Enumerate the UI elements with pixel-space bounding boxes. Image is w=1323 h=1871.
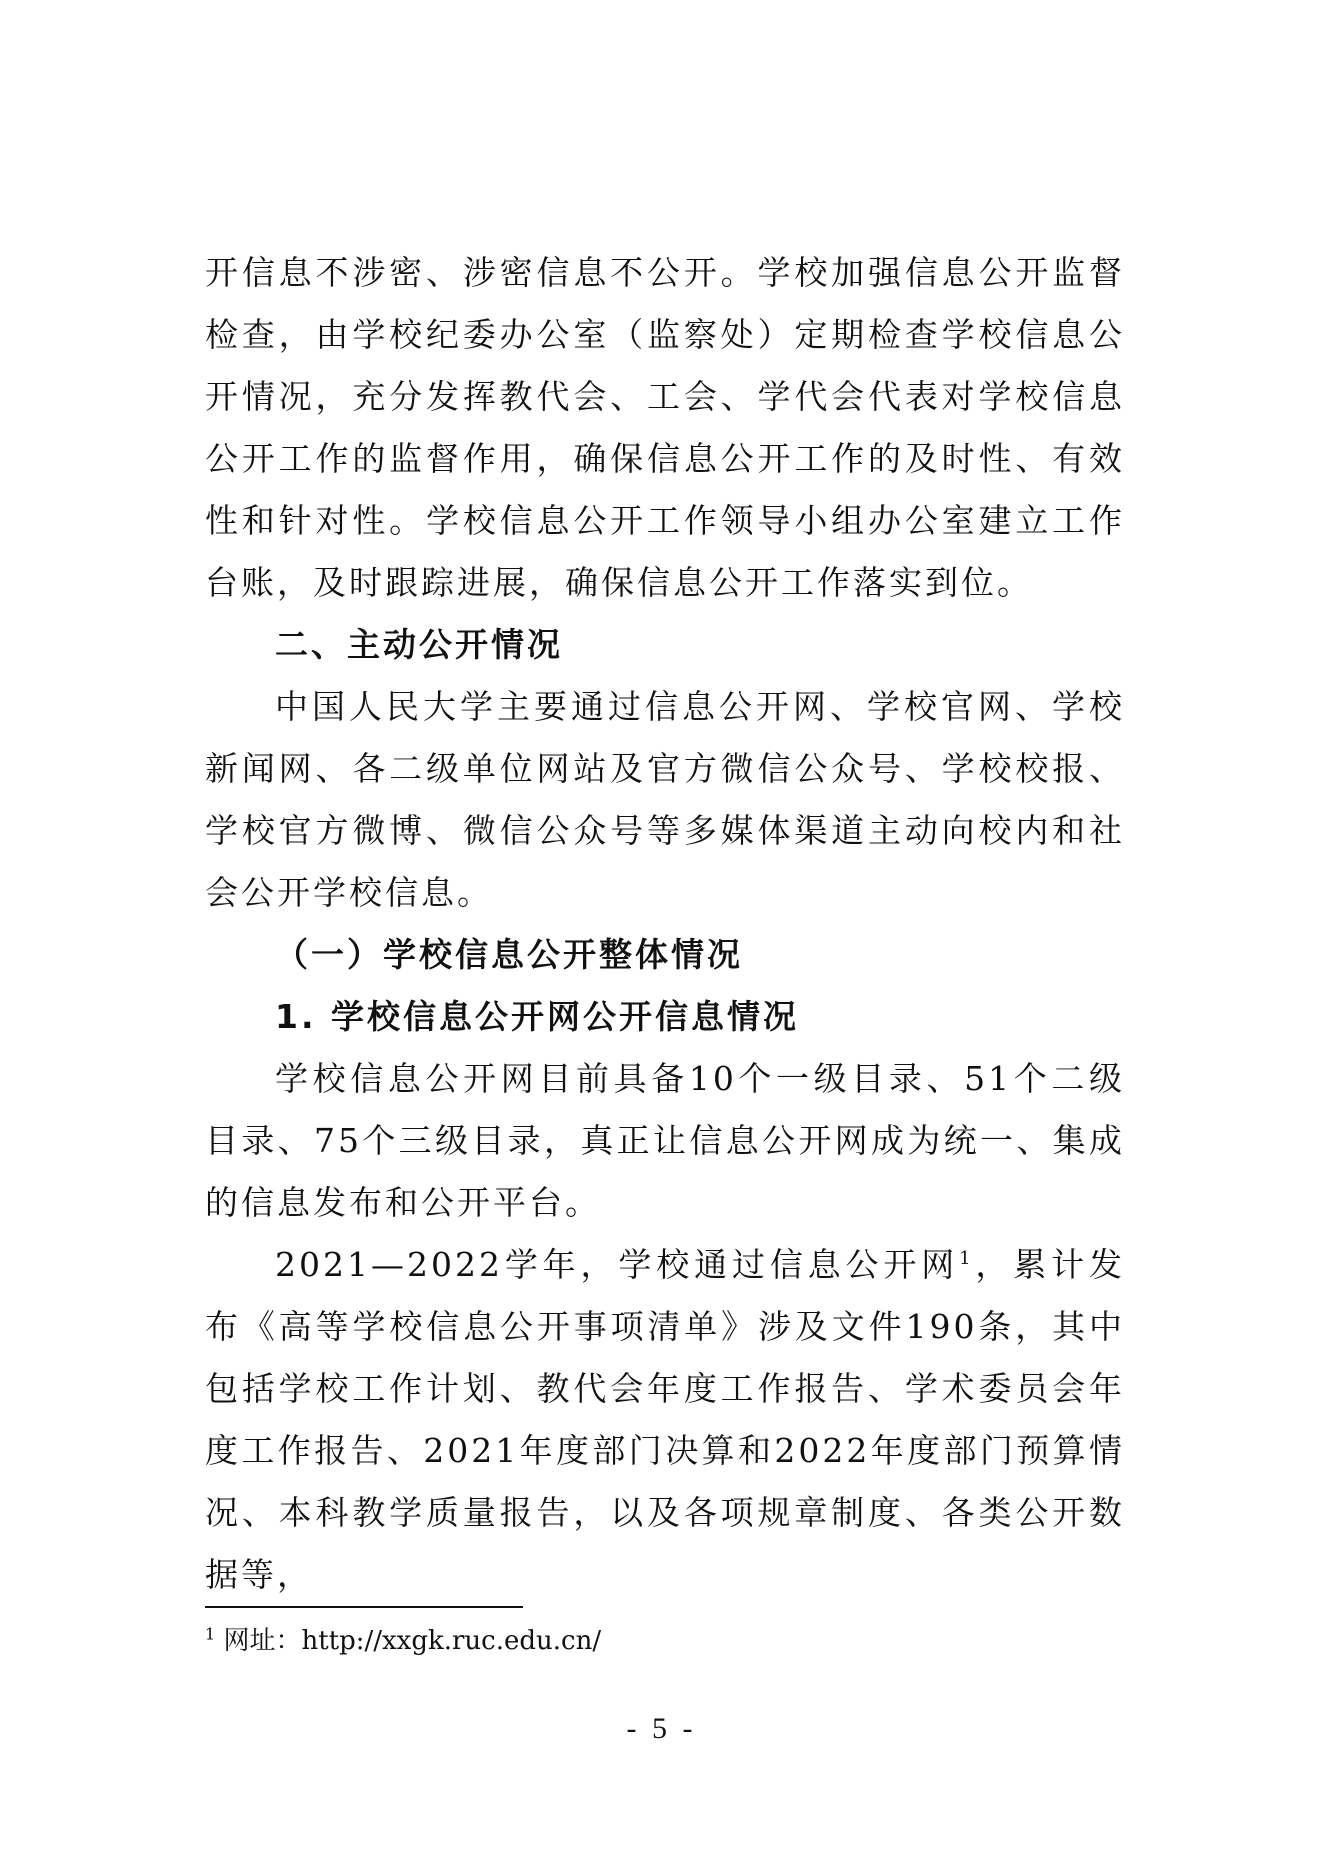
section-heading-2: 二、主动公开情况 [275, 625, 563, 664]
paragraph-channels: 中国人民大学主要通过信息公开网、学校官网、学校新闻网、各二级单位网站及官方微信公众号、学校校报、学校官方微博、微信公众号等多媒体渠道主动向校内和社会公开学校信息。 [205, 687, 1125, 912]
footnote-reference: 1 [959, 1248, 974, 1269]
subsection-heading-1: （一）学校信息公开整体情况 [275, 935, 743, 974]
footnote-separator [205, 1606, 523, 1608]
footnote-text: 网址：http://xxgk.ruc.edu.cn/ [215, 1626, 602, 1656]
paragraph-continuation: 开信息不涉密、涉密信息不公开。学校加强信息公开监督检查，由学校纪委办公室（监察处）定期检查学校信息公开情况，充分发挥教代会、工会、学代会代表对学校信息公开工作的监督作用，确保信息公开工作的及时性、有效性和针对性。学校信息公开工作领导小组办公室建立工作台账，及时跟踪进展，确保信息公开工作落实到位。 [205, 253, 1125, 602]
body-content [205, 242, 1125, 1606]
page-number: - 5 - [626, 1712, 697, 1745]
paragraph-publications [205, 1234, 1125, 1606]
footnote [205, 1624, 1105, 1658]
paragraph-publications-rest: ，累计发布《高等学校信息公开事项清单》涉及文件190条，其中包括学校工作计划、教代会年度工作报告、学术委员会年度工作报告、2021年度部门决算和2022年度部门预算情况、本科教学质量报告，以及各项规章制度、各类公开数据等， [205, 1245, 1126, 1594]
paragraph-publications-lead: 2021—2022学年，学校通过信息公开网 [275, 1245, 960, 1284]
footnote-number: 1 [205, 1624, 216, 1644]
item-heading-1: 1. 学校信息公开网公开信息情况 [275, 997, 799, 1036]
paragraph-directories: 学校信息公开网目前具备10个一级目录、51个二级目录、75个三级目录，真正让信息公开网成为统一、集成的信息发布和公开平台。 [205, 1059, 1125, 1222]
